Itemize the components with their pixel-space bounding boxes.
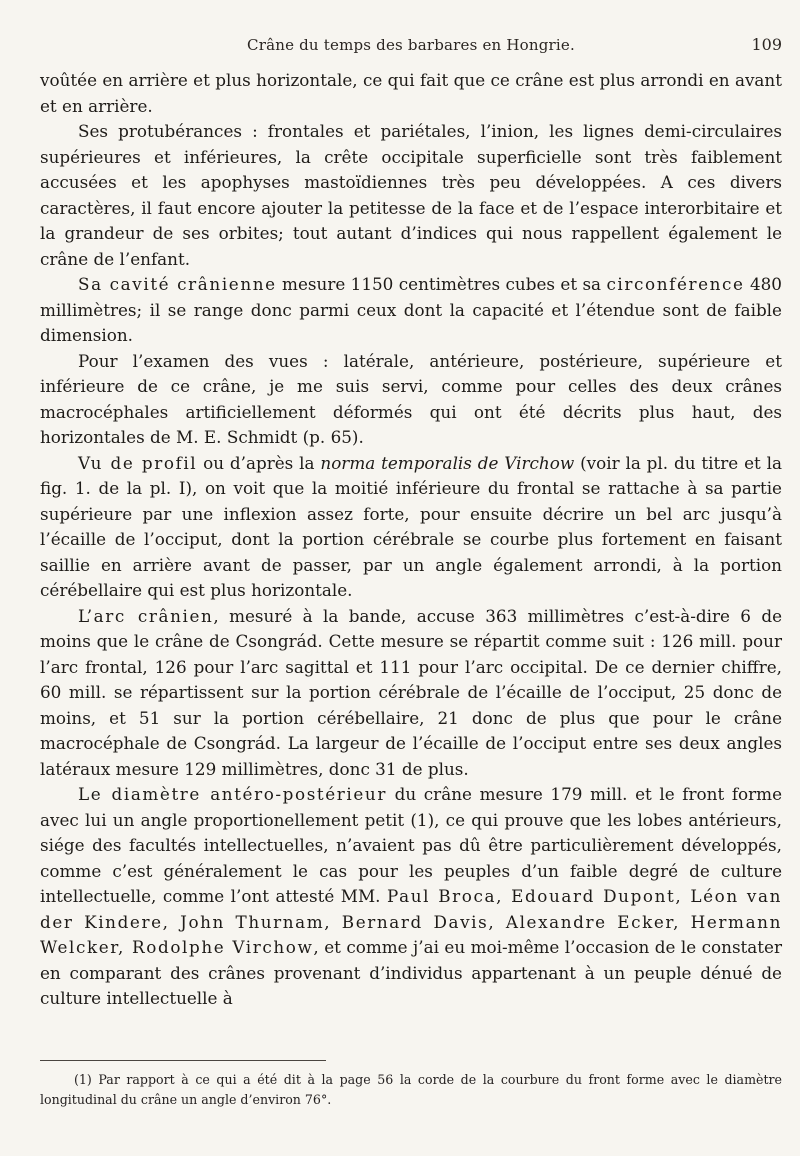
spaced-term: Vu de profil bbox=[78, 452, 198, 473]
paragraph bbox=[40, 782, 782, 1012]
text-run: , et comme j’ai eu moi-même l’occasion de le constater en comparant des crânes provenant d’individus appartenant à un peuple dénué de culture intellectuelle à bbox=[40, 937, 782, 1008]
paragraph bbox=[40, 68, 782, 119]
paragraph bbox=[40, 119, 782, 272]
page-number: 109 bbox=[751, 35, 782, 54]
footnote: (1) Par rapport à ce qui a été dit à la page 56 la corde de la courbure du front forme avec le diamètre longitudinal du crâne un angle d’environ 76°. bbox=[40, 1072, 782, 1107]
text-run: ou d’après la bbox=[197, 452, 321, 473]
text-run: (voir la pl. du titre et la fig. 1. de la pl. I), on voit que la moitié inférieure du frontal se rattache à sa partie supérieure par une inflexion assez forte, pour ensuite décrire un bel arc jusqu’à l’écaille de l’occiput, dont la portion cérébrale se courbe plus fortement en faisant saillie en arrière avant de passer, par un angle également arrondi, à la portion cérébellaire qui est plus horizontale. bbox=[40, 452, 782, 600]
paragraph bbox=[40, 451, 782, 604]
text-run: , mesuré à la bande, accuse 363 millimètres c’est-à-dire 6 de moins que le crâne de Csongrád. Cette mesure se répartit comme suit : 126 mill. pour l’arc frontal, 126 pour l’arc sagittal et 111 pour l’arc occipital. De ce dernier chiffre, 60 mill. se répartissent sur la portion cérébrale de l’écaille de l’occiput, 25 donc de moins, et 51 sur la portion cérébellaire, 21 donc de plus que pour le crâne macrocéphale de Csongrád. La largeur de l’écaille de l’occiput entre ses deux angles latéraux mesure 129 millimètres, donc 31 de plus. bbox=[40, 605, 783, 779]
running-head bbox=[40, 36, 782, 58]
spaced-term: L’arc crânien bbox=[78, 605, 214, 626]
spaced-term: circonférence bbox=[606, 274, 745, 294]
text-run: 480 millimètres; il se range donc parmi ceux dont la capacité et l’étendue sont de faible dimension. bbox=[40, 274, 782, 345]
running-title: Crâne du temps des barbares en Hongrie. bbox=[247, 36, 575, 54]
spaced-term: Sa cavité crânienne bbox=[78, 274, 277, 294]
italic-term: norma temporalis de Virchow bbox=[320, 452, 575, 473]
text-run: mesure 1150 centimètres cubes et sa bbox=[276, 274, 607, 294]
spaced-term: Paul Broca, Edouard Dupont, Léon van der Kindere, John Thurnam, Bernard Davis, Alexandre Ecker, Hermann Welcker, Rodolphe Virchow bbox=[40, 886, 782, 957]
paragraph bbox=[40, 349, 782, 451]
spaced-term: Le diamètre antéro-postérieur bbox=[78, 784, 387, 804]
footnote-rule bbox=[40, 1060, 326, 1061]
paragraph bbox=[40, 604, 782, 783]
text-run: du crâne mesure 179 mill. et le front forme avec lui un angle proportionellement petit (1), ce qui prouve que les lobes antérieurs, siége des facultés intellectuelles, n’avaient pas dû être particulièrement développés, comme c’est généralement le cas pour les peuples d’un faible degré de culture intellectuelle, comme l’ont attesté MM. bbox=[40, 784, 782, 906]
paragraph bbox=[40, 272, 782, 349]
text-run: voûtée en arrière et plus horizontale, ce qui fait que ce crâne est plus arrondi en avant et en arrière. bbox=[40, 70, 782, 116]
text-run: Ses protubérances : frontales et pariétales, l’inion, les lignes demi-circulaires supérieures et inférieures, la crête occipitale superficielle sont très faiblement accusées et les apophyses mastoïdiennes très peu développées. A ces divers caractères, il faut encore ajouter la petitesse de la face et de l’espace interorbitaire et la grandeur de ses orbites; tout autant d’indices qui nous rappellent également le crâne de l’enfant. bbox=[40, 121, 782, 269]
body-text bbox=[40, 68, 782, 1012]
text-run: Pour l’examen des vues : latérale, antérieure, postérieure, supérieure et inférieure de ce crâne, je me suis servi, comme pour celles des deux crânes macrocéphales artificiellement déformés qui ont été décrits plus haut, des horizontales de M. E. Schmidt (p. 65). bbox=[40, 350, 782, 447]
